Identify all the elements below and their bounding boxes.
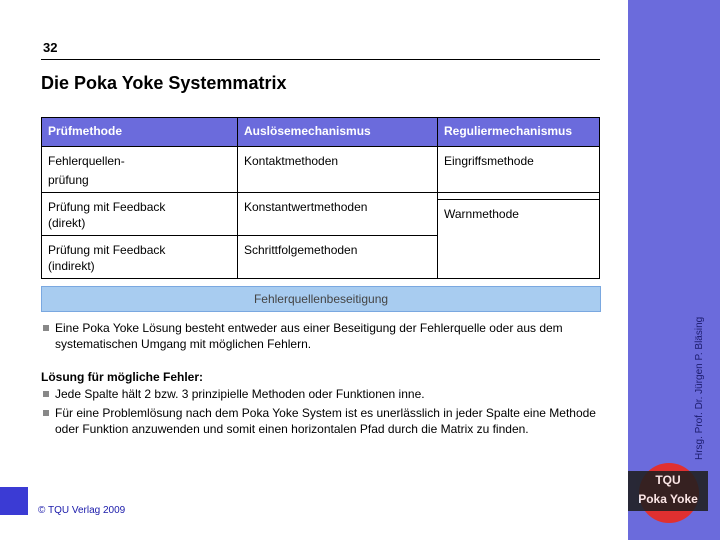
bullet-text: Eine Poka Yoke Lösung besteht entweder aus einer Beseitigung der Fehlerquelle oder aus dem systematischen Umgang mit möglichen Fehlern. bbox=[55, 321, 563, 351]
header-reguliermechanismus: Reguliermechanismus bbox=[438, 118, 600, 147]
list-item bbox=[41, 386, 601, 402]
table-cell bbox=[42, 193, 238, 236]
table-cell bbox=[42, 147, 238, 193]
footer-square bbox=[0, 487, 28, 515]
logo-box bbox=[628, 471, 708, 511]
cell-line: Prüfung mit Feedback bbox=[48, 243, 166, 257]
table-cell: Schrittfolgemethoden bbox=[238, 236, 438, 279]
bullet-text: Jede Spalte hält 2 bzw. 3 prinzipielle Methoden oder Funktionen inne. bbox=[55, 387, 425, 401]
bullet-square-icon bbox=[43, 325, 49, 331]
sidebar-publisher-text: Hrsg. Prof. Dr. Jürgen P. Bläsing bbox=[694, 316, 705, 460]
poka-yoke-matrix-table bbox=[41, 117, 600, 279]
copyright-text: © TQU Verlag 2009 bbox=[38, 505, 126, 516]
logo-line: TQU bbox=[655, 473, 681, 487]
list-item bbox=[41, 405, 601, 437]
cell-line: prüfung bbox=[48, 173, 89, 187]
page-number: 32 bbox=[43, 40, 58, 55]
bullet-square-icon bbox=[43, 410, 49, 416]
list-item bbox=[41, 320, 601, 352]
table-row bbox=[42, 147, 600, 193]
header-pruefmethode: Prüfmethode bbox=[42, 118, 238, 147]
top-rule bbox=[41, 59, 600, 60]
cell-line: (indirekt) bbox=[48, 259, 95, 273]
bullet-text: Für eine Problemlösung nach dem Poka Yoke System ist es unerlässlich in jeder Spalte eine Methode oder Funktion anzuwenden und somit einen horizontalen Pfad durch die Matrix zu finden. bbox=[55, 406, 596, 436]
cell-line: Warnmethode bbox=[444, 207, 519, 221]
sidebar-band bbox=[628, 0, 720, 540]
logo-line: Poka Yoke bbox=[638, 492, 698, 506]
table-cell: Konstantwertmethoden bbox=[238, 193, 438, 236]
cell-divider bbox=[438, 193, 599, 200]
cell-line: Prüfung mit Feedback bbox=[48, 200, 166, 214]
table-cell: Eingriffsmethode bbox=[438, 147, 600, 193]
page-title: Die Poka Yoke Systemmatrix bbox=[41, 73, 287, 93]
cell-line: (direkt) bbox=[48, 216, 86, 230]
bullet-square-icon bbox=[43, 391, 49, 397]
table-cell: Kontaktmethoden bbox=[238, 147, 438, 193]
section-title: Lösung für mögliche Fehler: bbox=[41, 370, 204, 384]
body-text bbox=[41, 320, 601, 437]
table-cell bbox=[42, 236, 238, 279]
cell-line: Fehlerquellen- bbox=[48, 154, 125, 168]
tqu-poka-yoke-logo bbox=[628, 471, 708, 511]
fehlerquellenbeseitigung-band: Fehlerquellenbeseitigung bbox=[41, 286, 601, 312]
header-ausloesemechanismus: Auslösemechanismus bbox=[238, 118, 438, 147]
table-row bbox=[42, 193, 600, 236]
table-header-row bbox=[42, 118, 600, 147]
table-cell bbox=[438, 193, 600, 279]
